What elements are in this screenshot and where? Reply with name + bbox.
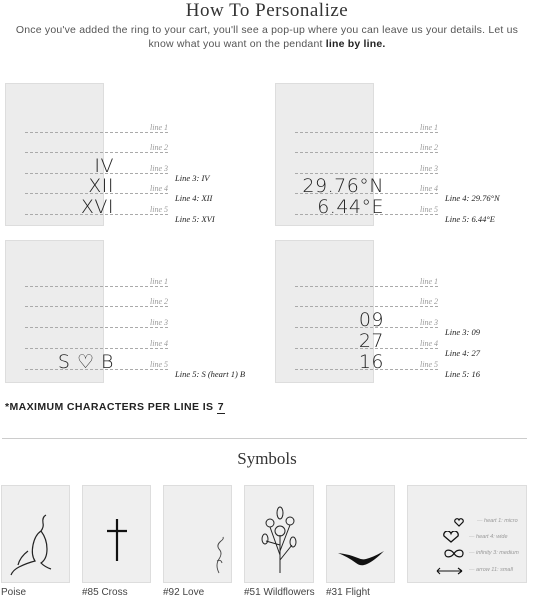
line-label: line 5 xyxy=(420,205,438,214)
engraving-text: 6.44°E xyxy=(317,196,384,218)
line-label: line 3 xyxy=(420,164,438,173)
line-label: line 2 xyxy=(150,143,168,152)
caption: Line 4: XII xyxy=(175,193,213,203)
example-date xyxy=(275,240,525,383)
example-initials xyxy=(5,240,255,383)
symbol-label: #85 Cross xyxy=(82,587,128,598)
symbol-label: #31 Flight xyxy=(326,587,370,598)
caption: Line 4: 27 xyxy=(445,348,480,358)
arrow-icon xyxy=(435,567,465,575)
symbol-card-poise[interactable] xyxy=(1,485,70,598)
symbols-title: Symbols xyxy=(237,449,297,468)
symbol-card-cross[interactable] xyxy=(82,485,151,598)
symbol-label: Poise xyxy=(1,587,27,598)
engraving-text: 16 xyxy=(358,351,384,373)
bird-icon xyxy=(336,547,386,571)
line-label: line 1 xyxy=(150,277,168,286)
line-label: line 4 xyxy=(150,339,168,348)
line-label: line 1 xyxy=(150,123,168,132)
symbol-card-flight[interactable] xyxy=(326,485,395,598)
caption: Line 5: 6.44°E xyxy=(445,214,495,224)
caption: Line 5: XVI xyxy=(175,214,215,224)
line-label: line 4 xyxy=(420,339,438,348)
engraving-text: 09 xyxy=(358,309,384,331)
line-label: line 1 xyxy=(420,277,438,286)
line-label: line 2 xyxy=(150,297,168,306)
caption: Line 3: IV xyxy=(175,173,210,183)
line-label: line 4 xyxy=(150,184,168,193)
line-label: line 3 xyxy=(150,164,168,173)
intro-bold: line by line. xyxy=(325,38,386,50)
symbol-label: #92 Love xyxy=(163,587,205,598)
line-label: line 2 xyxy=(420,143,438,152)
line-label: line 5 xyxy=(150,205,168,214)
line-label: line 3 xyxy=(420,318,438,327)
line-label: line 3 xyxy=(150,318,168,327)
example-roman xyxy=(5,83,255,226)
engraving-text: XVI xyxy=(80,196,114,218)
line-label: line 4 xyxy=(420,184,438,193)
love-script-icon xyxy=(209,535,229,575)
size-label: — infinity 3: medium xyxy=(469,550,519,556)
engraving-text: XII xyxy=(88,175,114,197)
caption: Line 5: 16 xyxy=(445,369,480,379)
size-label: — heart 1: micro xyxy=(477,518,518,524)
size-label: — arrow 11: small xyxy=(469,567,513,573)
page-title: How To Personalize xyxy=(185,0,349,21)
heart-icon xyxy=(454,518,464,527)
engraving-text: IV xyxy=(94,155,114,177)
symbol-size-chart xyxy=(407,485,527,583)
caption: Line 3: 09 xyxy=(445,327,480,337)
max-characters-value: 7 xyxy=(217,401,224,413)
symbol-card-wildflowers[interactable] xyxy=(244,485,315,598)
engraving-text: S ♡ B xyxy=(57,351,114,373)
symbol-card-love[interactable] xyxy=(163,485,232,598)
line-label: line 1 xyxy=(420,123,438,132)
heart-wide-icon xyxy=(443,531,459,543)
size-label: — heart 4: wide xyxy=(469,534,508,540)
example-coordinates xyxy=(275,83,525,226)
line-label: line 5 xyxy=(150,360,168,369)
section-divider xyxy=(2,438,527,439)
symbol-label: #51 Wildflowers xyxy=(244,587,315,598)
wildflowers-icon xyxy=(260,505,300,575)
figure-icon xyxy=(6,497,66,577)
cross-icon xyxy=(102,515,132,565)
engraving-text: 29.76°N xyxy=(302,175,384,197)
max-characters-note: *MAXIMUM CHARACTERS PER LINE IS 7 xyxy=(5,401,224,413)
line-label: line 2 xyxy=(420,297,438,306)
intro-text: Once you've added the ring to your cart, you'll see a pop-up where you can leave us your details. Let us know what you want on the pendant line by line. xyxy=(15,24,519,50)
infinity-icon xyxy=(443,548,465,559)
engraving-text: 27 xyxy=(358,330,384,352)
line-label: line 5 xyxy=(420,360,438,369)
caption: Line 5: S (heart 1) B xyxy=(175,369,246,379)
caption: Line 4: 29.76°N xyxy=(445,193,500,203)
